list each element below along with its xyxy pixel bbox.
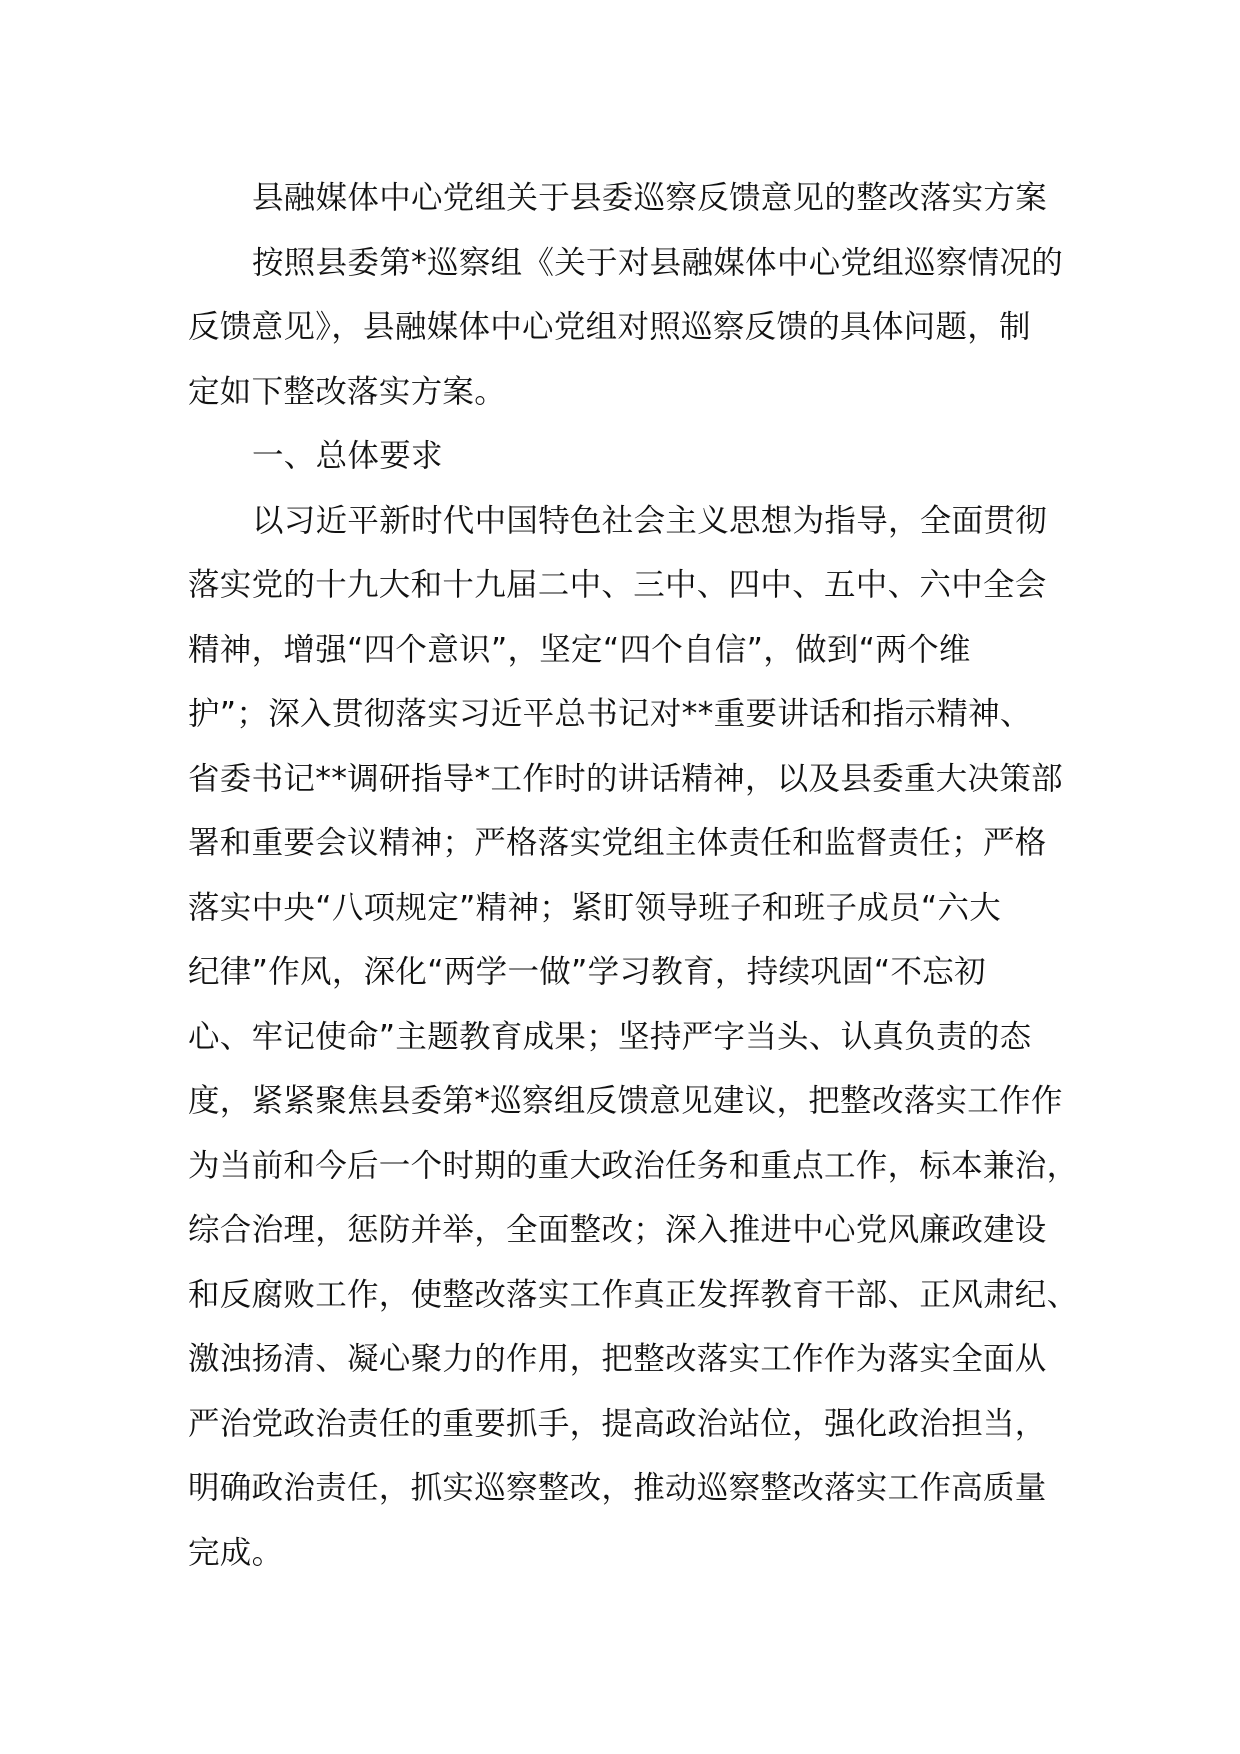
body-line: 护”；深入贯彻落实习近平总书记对**重要讲话和指示精神、 <box>188 696 1032 732</box>
section-heading: 一、总体要求 <box>252 438 443 474</box>
document-title: 县融媒体中心党组关于县委巡察反馈意见的整改落实方案 <box>252 180 1048 216</box>
body-line: 精神，增强“四个意识”，坚定“四个自信”，做到“两个维 <box>188 631 971 668</box>
body-line: 完成。 <box>188 1534 284 1571</box>
body-line: 心、牢记使命”主题教育成果；坚持严字当头、认真负责的态 <box>188 1018 1032 1055</box>
body-line: 度，紧紧聚焦县委第*巡察组反馈意见建议，把整改落实工作作 <box>188 1083 1063 1119</box>
body-line: 和反腐败工作，使整改落实工作真正发挥教育干部、正风肃纪、 <box>188 1276 1079 1313</box>
document-body <box>188 166 1079 1585</box>
body-line: 省委书记**调研指导*工作时的讲话精神，以及县委重大决策部 <box>188 760 1063 797</box>
body-line: 署和重要会议精神；严格落实党组主体责任和监督责任；严格 <box>188 825 1047 861</box>
body-line: 落实中央“八项规定”精神；紧盯领导班子和班子成员“六大 <box>188 889 1002 926</box>
body-line: 严治党政治责任的重要抓手，提高政治站位，强化政治担当， <box>188 1405 1047 1442</box>
body-line: 落实党的十九大和十九届二中、三中、四中、五中、六中全会 <box>188 567 1047 603</box>
body-line: 综合治理，惩防并举，全面整改；深入推进中心党风廉政建设 <box>188 1212 1047 1248</box>
intro-line: 反馈意见》，县融媒体中心党组对照巡察反馈的具体问题，制 <box>188 309 1031 345</box>
body-line: 以习近平新时代中国特色社会主义思想为指导，全面贯彻 <box>252 502 1048 539</box>
intro-line: 定如下整改落实方案。 <box>188 373 507 410</box>
body-line: 明确政治责任，抓实巡察整改，推动巡察整改落实工作高质量 <box>188 1470 1047 1506</box>
body-line: 纪律”作风，深化“两学一做”学习教育，持续巩固“不忘初 <box>188 954 986 990</box>
body-line: 为当前和今后一个时期的重大政治任务和重点工作，标本兼治， <box>188 1147 1079 1184</box>
intro-line: 按照县委第*巡察组《关于对县融媒体中心党组巡察情况的 <box>252 244 1064 281</box>
body-line: 激浊扬清、凝心聚力的作用，把整改落实工作作为落实全面从 <box>188 1341 1047 1377</box>
